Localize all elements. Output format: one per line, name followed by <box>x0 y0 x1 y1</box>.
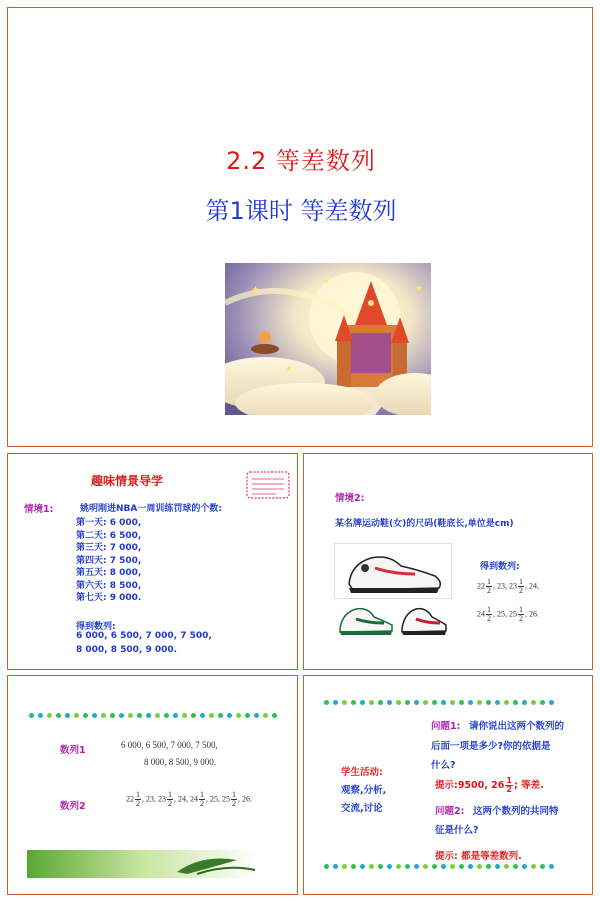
size-sequence-row1 <box>477 578 539 595</box>
divider-dot <box>369 864 374 869</box>
denominator: 2 <box>136 799 140 808</box>
hint-value: ; 等差. <box>513 780 544 791</box>
day-item: 第六天: 8 500, <box>76 580 142 591</box>
situation-text: 某名牌运动鞋(女)的尺码(鞋底长,单位是cm) <box>335 519 514 529</box>
value: , 24, <box>525 581 539 591</box>
divider-dot <box>245 713 250 718</box>
divider-dot <box>360 864 365 869</box>
slide-questions <box>303 675 593 895</box>
slide-situation-2 <box>303 453 593 670</box>
slide-situation-1 <box>7 453 298 670</box>
divider-dot <box>263 713 268 718</box>
question2-text-line1: 这两个数列的共同特 <box>473 806 559 817</box>
fraction <box>199 791 205 808</box>
divider-dot <box>333 864 338 869</box>
day-list <box>76 517 141 605</box>
divider-dot <box>387 864 392 869</box>
divider-dot <box>486 864 491 869</box>
value: , 26. <box>525 609 539 619</box>
fun-intro-header: 趣味情景导学 <box>91 474 164 488</box>
divider-dot <box>405 700 410 705</box>
divider-dot <box>477 700 482 705</box>
divider-dot <box>227 713 232 718</box>
day-item: 第四天: 7 500, <box>76 555 142 566</box>
divider-dot <box>414 864 419 869</box>
divider-dot <box>459 700 464 705</box>
svg-text:★: ★ <box>251 285 260 296</box>
value: , 23, 23 <box>142 794 166 804</box>
denominator: 2 <box>487 614 491 623</box>
divider-dot <box>423 700 428 705</box>
question1-label: 问题1: <box>431 721 461 732</box>
divider-dot <box>432 700 437 705</box>
divider-dot <box>432 864 437 869</box>
result-label: 得到数列: <box>76 622 116 632</box>
divider-dot <box>369 700 374 705</box>
divider-dot <box>200 713 205 718</box>
divider-dot <box>468 700 473 705</box>
denominator: 2 <box>487 586 491 595</box>
numerator: 1 <box>232 790 236 799</box>
hint-value: 9500, 26 <box>457 780 505 791</box>
divider-dot <box>164 713 169 718</box>
result-sequence-line2: 8 000, 8 500, 9 000. <box>76 645 178 655</box>
value: 24 <box>477 609 485 619</box>
sequence1-line1: 6 000, 6 500, 7 000, 7 500, <box>121 740 218 750</box>
divider-dot <box>378 864 383 869</box>
question1-text-line1: 请你说出这两个数列的 <box>469 721 565 732</box>
fraction <box>135 791 141 808</box>
shoe-photo-top <box>334 543 452 599</box>
day-item: 第二天: 6 500, <box>76 530 142 541</box>
denominator: 2 <box>519 614 523 623</box>
svg-text:★: ★ <box>323 277 330 285</box>
divider-dot <box>333 700 338 705</box>
divider-dot <box>119 713 124 718</box>
divider-dot <box>56 713 61 718</box>
divider-dot <box>83 713 88 718</box>
divider-dot <box>146 713 151 718</box>
question2-text-line2: 征是什么? <box>435 825 479 836</box>
divider-dot <box>182 713 187 718</box>
numerator: 1 <box>168 790 172 799</box>
divider-dot <box>209 713 214 718</box>
student-activity-line1: 观察,分析, <box>341 785 387 796</box>
hint2: 提示: 都是等差数列. <box>435 851 522 862</box>
fraction <box>518 606 524 623</box>
divider-dot <box>351 864 356 869</box>
divider-dot <box>468 864 473 869</box>
divider-dot <box>522 700 527 705</box>
divider-dot <box>47 713 52 718</box>
result-label: 得到数列: <box>480 562 520 572</box>
divider-dot <box>549 864 554 869</box>
divider-dot <box>360 700 365 705</box>
divider-dot <box>173 713 178 718</box>
sequence1-label: 数列1 <box>60 745 86 756</box>
denominator: 2 <box>232 799 236 808</box>
divider-dot <box>396 700 401 705</box>
divider-dot <box>531 700 536 705</box>
divider-dot <box>486 700 491 705</box>
numerator: 1 <box>519 605 523 614</box>
divider-dot <box>65 713 70 718</box>
value: , 26. <box>238 794 252 804</box>
fraction <box>518 578 524 595</box>
shoe-photo-bottom-left <box>334 599 396 639</box>
divider-dot <box>513 700 518 705</box>
situation-label: 情境2: <box>335 493 365 504</box>
lesson-title: 2.2 等差数列 <box>226 147 376 175</box>
day-item: 第七天: 9 000. <box>76 593 142 603</box>
value: 22 <box>477 581 485 591</box>
denominator: 2 <box>506 785 512 794</box>
divider-dot <box>378 700 383 705</box>
divider-dot <box>92 713 97 718</box>
numerator: 1 <box>136 790 140 799</box>
sequence1-line2: 8 000, 8 500, 9 000. <box>144 757 216 767</box>
divider-dot <box>38 713 43 718</box>
divider-dot <box>450 864 455 869</box>
day-item: 第一天: 6 000, <box>76 518 142 528</box>
divider-dot <box>29 713 34 718</box>
student-activity-label: 学生活动: <box>341 767 383 778</box>
dotted-divider-bottom <box>324 864 554 869</box>
slide-title <box>7 7 593 447</box>
numerator: 1 <box>200 790 204 799</box>
note-card-decoration <box>246 471 290 499</box>
dotted-divider-top <box>324 700 554 705</box>
value: , 25, 25 <box>493 609 517 619</box>
divider-dot <box>342 864 347 869</box>
value: , 25, 25 <box>206 794 230 804</box>
fraction <box>486 606 492 623</box>
numerator: 1 <box>506 776 512 785</box>
divider-dot <box>477 864 482 869</box>
day-item: 第五天: 8 000, <box>76 568 142 578</box>
divider-dot <box>74 713 79 718</box>
divider-dot <box>324 864 329 869</box>
value: , 24, 24 <box>174 794 198 804</box>
sequence2-values <box>126 791 252 808</box>
divider-dot <box>441 700 446 705</box>
divider-dot <box>504 864 509 869</box>
divider-dot <box>423 864 428 869</box>
divider-dot <box>522 864 527 869</box>
hint-label: 提示: <box>435 780 458 791</box>
student-activity-line2: 交流,讨论 <box>341 803 383 814</box>
svg-text:★: ★ <box>415 284 424 294</box>
divider-dot <box>191 713 196 718</box>
divider-dot <box>155 713 160 718</box>
divider-dot <box>254 713 259 718</box>
divider-dot <box>396 864 401 869</box>
shoe-photo-bottom-right <box>398 599 450 639</box>
divider-dot <box>236 713 241 718</box>
svg-text:★: ★ <box>285 364 293 373</box>
value: , 23, 23 <box>493 581 517 591</box>
hint1 <box>435 777 544 794</box>
divider-dot <box>351 700 356 705</box>
situation-text: 姚明刚进NBA一周训练罚球的个数: <box>80 504 222 514</box>
divider-dot <box>495 864 500 869</box>
size-sequence-row2 <box>477 606 539 623</box>
fraction <box>505 777 513 794</box>
denominator: 2 <box>519 586 523 595</box>
fraction <box>486 578 492 595</box>
divider-dot <box>459 864 464 869</box>
divider-dot <box>504 700 509 705</box>
divider-dot <box>531 864 536 869</box>
divider-dot <box>540 700 545 705</box>
sequence2-label: 数列2 <box>60 801 86 812</box>
denominator: 2 <box>168 799 172 808</box>
question1-text-line3: 什么? <box>431 760 456 771</box>
divider-dot <box>324 700 329 705</box>
divider-dot <box>513 864 518 869</box>
divider-dot <box>450 700 455 705</box>
slide-sequences <box>7 675 298 895</box>
numerator: 1 <box>487 605 491 614</box>
question1-text-line2: 后面一项是多少?你的依据是 <box>431 741 551 752</box>
situation-label: 情境1: <box>24 504 54 515</box>
divider-dot <box>137 713 142 718</box>
value: 22 <box>126 794 134 804</box>
divider-dot <box>218 713 223 718</box>
divider-dot <box>101 713 106 718</box>
divider-dot <box>342 700 347 705</box>
dotted-divider <box>29 713 277 718</box>
divider-dot <box>549 700 554 705</box>
result-sequence-line1: 6 000, 6 500, 7 000, 7 500, <box>76 631 212 641</box>
divider-dot <box>495 700 500 705</box>
lesson-subtitle: 第1课时 等差数列 <box>205 197 397 225</box>
divider-dot <box>441 864 446 869</box>
divider-dot <box>540 864 545 869</box>
castle-illustration <box>225 263 431 415</box>
denominator: 2 <box>200 799 204 808</box>
day-item: 第三天: 7 000, <box>76 543 142 553</box>
divider-dot <box>110 713 115 718</box>
divider-dot <box>128 713 133 718</box>
fraction <box>167 791 173 808</box>
leaf-banner-decoration <box>27 850 259 878</box>
divider-dot <box>387 700 392 705</box>
numerator: 1 <box>519 577 523 586</box>
divider-dot <box>272 713 277 718</box>
question2-label: 问题2: <box>435 806 465 817</box>
fraction <box>231 791 237 808</box>
divider-dot <box>405 864 410 869</box>
divider-dot <box>414 700 419 705</box>
numerator: 1 <box>487 577 491 586</box>
